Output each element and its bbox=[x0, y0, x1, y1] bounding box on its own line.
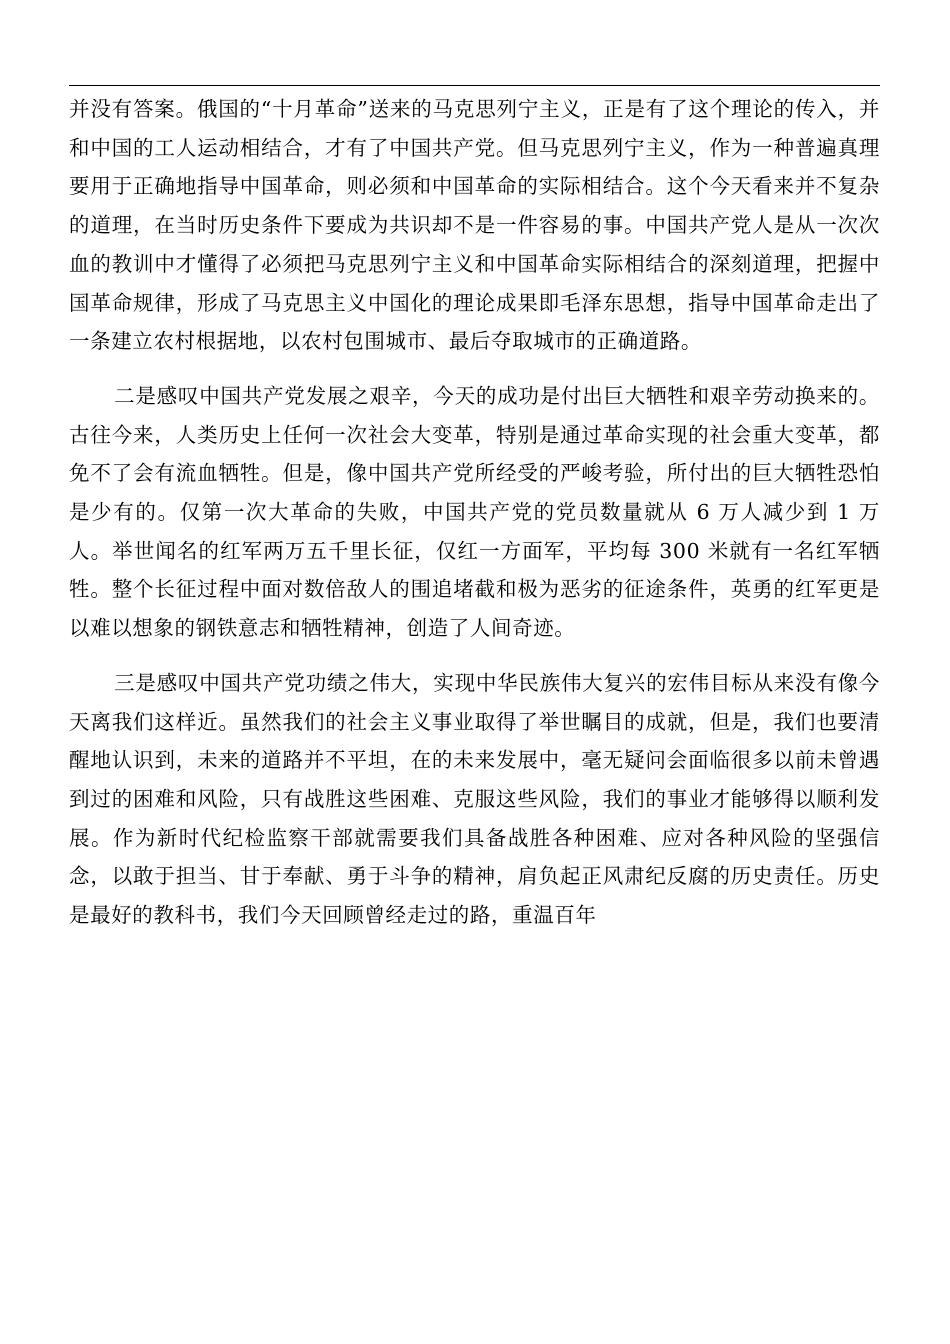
body-text bbox=[69, 90, 880, 935]
header-rule bbox=[69, 85, 880, 86]
paragraph-hardship: 二是感叹中国共产党发展之艰辛，今天的成功是付出巨大牺牲和艰辛劳动换来的。古往今来，人类历史上任何一次社会大变革，特别是通过革命实现的社会重大变革，都免不了会有流血牺牲。但是，像中国共产党所经受的严峻考验，所付出的巨大牺牲恐怕是少有的。仅第一次大革命的失败，中国共产党的党员数量就从 6 万人减少到 1 万人。举世闻名的红军两万五千里长征，仅红一方面军，平均每 300 米就有一名红军牺牲。整个长征过程中面对数倍敌人的围追堵截和极为恶劣的征途条件，英勇的红军更是以难以想象的钢铁意志和牺牲精神，创造了人间奇迹。 bbox=[69, 383, 880, 641]
paragraph-continuation: 并没有答案。俄国的“十月革命”送来的马克思列宁主义，正是有了这个理论的传入，并和中国的工人运动相结合，才有了中国共产党。但马克思列宁主义，作为一种普遍真理要用于正确地指导中国革命，则必须和中国革命的实际相结合。这个今天看来并不复杂的道理，在当时历史条件下要成为共识却不是一件容易的事。中国共产党人是从一次次血的教训中才懂得了必须把马克思列宁主义和中国革命实际相结合的深刻道理，把握中国革命规律，形成了马克思主义中国化的理论成果即毛泽东思想，指导中国革命走出了一条建立农村根据地，以农村包围城市、最后夺取城市的正确道路。 bbox=[69, 97, 880, 354]
paragraph-achievement: 三是感叹中国共产党功绩之伟大，实现中华民族伟大复兴的宏伟目标从来没有像今天离我们这样近。虽然我们的社会主义事业取得了举世瞩目的成就，但是，我们也要清醒地认识到，未来的道路并不平坦，在的未来发展中，毫无疑问会面临很多以前未曾遇到过的困难和风险，只有战胜这些困难、克服这些风险，我们的事业才能够得以顺利发展。作为新时代纪检监察干部就需要我们具备战胜各种困难、应对各种风险的坚强信念，以敢于担当、甘于奉献、勇于斗争的精神，肩负起正风肃纪反腐的历史责任。历史是最好的教科书，我们今天回顾曾经走过的路，重温百年 bbox=[69, 670, 880, 928]
